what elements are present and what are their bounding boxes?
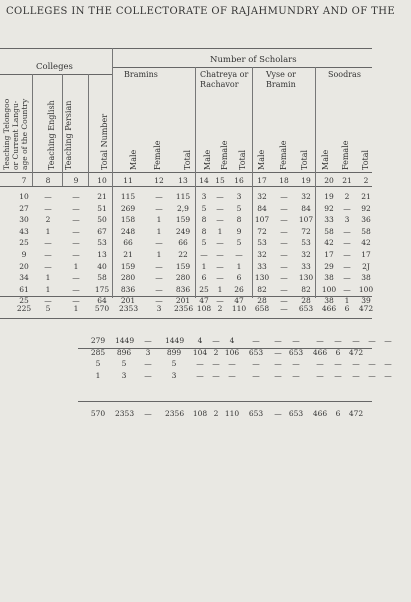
grand-total-cell: 653	[288, 409, 304, 418]
table-cell: 64	[97, 296, 107, 306]
scholars-header: Number of Scholars	[210, 55, 297, 65]
table-cell: —	[216, 250, 224, 259]
summary-cell: —	[334, 336, 342, 345]
table-cell: —	[72, 296, 80, 306]
table-cell: 92	[324, 203, 334, 213]
summary-cell: —	[292, 370, 300, 380]
summary-cell: —	[292, 359, 300, 368]
table-cell: 2	[344, 192, 350, 201]
summary-cell: 5	[121, 359, 127, 368]
table-cell: 201	[175, 296, 191, 306]
chatreya-female-header: Female	[220, 140, 229, 170]
summary-cell: —	[334, 359, 342, 368]
table-cell: 100	[358, 284, 374, 294]
chatreya-header: Chatreya or Rachavor	[200, 70, 249, 89]
table-cell: 5	[236, 203, 242, 213]
total-cell: 2	[217, 304, 223, 313]
summary-cell: —	[212, 370, 220, 380]
table-cell: 1	[45, 226, 51, 236]
summary-cell: 285	[90, 347, 106, 357]
table-cell: —	[44, 261, 52, 271]
summary-cell: 899	[166, 347, 182, 357]
table-cell: —	[280, 203, 288, 213]
table-cell: 32	[301, 192, 311, 201]
grand-total-cell: 2	[213, 409, 219, 418]
table-cell: 66	[178, 238, 188, 248]
table-cell: 100	[321, 284, 337, 294]
total-cell: 658	[254, 304, 270, 313]
table-cell: 58	[361, 226, 371, 236]
table-cell: 33	[324, 215, 334, 225]
table-cell: 1	[156, 226, 162, 236]
column-number: 21	[342, 176, 352, 185]
grand-total-cell: —	[274, 409, 282, 418]
summary-cell: 1449	[115, 336, 135, 345]
table-cell: 3	[344, 215, 350, 225]
table-cell: 13	[97, 250, 107, 259]
column-number: 11	[123, 176, 133, 185]
table-cell: 92	[361, 203, 371, 213]
table-cell: 30	[19, 215, 29, 225]
table-cell: 2	[45, 215, 51, 225]
column-number: 2	[363, 176, 369, 185]
total-cell: —	[280, 304, 288, 313]
summary-cell: 3	[145, 347, 151, 357]
soodras-header: Soodras	[328, 70, 361, 79]
table-cell: 1	[45, 273, 51, 283]
table-cell: 22	[178, 250, 188, 259]
column-number: 12	[154, 176, 164, 185]
summary-cell: 2	[213, 347, 219, 357]
total-number-header: Total Number	[100, 113, 109, 170]
table-cell: —	[216, 203, 224, 213]
table-cell: —	[155, 238, 163, 248]
summary-cell: —	[368, 370, 376, 380]
table-cell: —	[280, 284, 288, 294]
summary-cell: —	[212, 359, 220, 368]
table-cell: —	[216, 192, 224, 201]
table-cell: 8	[236, 215, 242, 225]
table-cell: —	[235, 250, 243, 259]
table-cell: 40	[97, 261, 107, 271]
summary-cell: —	[384, 370, 392, 380]
table-cell: 47	[199, 296, 209, 306]
table-cell: 280	[120, 273, 136, 283]
total-cell: 472	[358, 304, 374, 313]
summary-cell: —	[252, 359, 260, 368]
summary-cell: —	[316, 370, 324, 380]
grand-total-cell: —	[144, 409, 152, 418]
table-cell: —	[155, 296, 163, 306]
summary-cell: 106	[224, 347, 240, 357]
table-cell: 42	[324, 238, 334, 248]
summary-cell: 1449	[165, 336, 185, 345]
table-cell: 72	[257, 226, 267, 236]
summary-cell: —	[384, 336, 392, 345]
total-cell: 2356	[174, 304, 194, 313]
grand-total-cell: 110	[224, 409, 240, 418]
top-rule	[0, 48, 372, 49]
table-cell: —	[280, 296, 288, 306]
summary-cell: —	[334, 370, 342, 380]
table-cell: 17	[324, 250, 334, 259]
table-cell: 51	[97, 203, 107, 213]
summary-cell: —	[212, 336, 220, 345]
table-cell: —	[72, 250, 80, 259]
table-cell: 130	[298, 273, 314, 283]
scholars-rule	[112, 67, 372, 68]
column-number: 9	[73, 176, 79, 185]
table-cell: —	[280, 250, 288, 259]
table-cell: —	[72, 215, 80, 225]
table-cell: 36	[361, 215, 371, 225]
table-cell: —	[343, 203, 351, 213]
summary-cell: 653	[288, 347, 304, 357]
summary-cell: —	[228, 370, 236, 380]
summary-cell: —	[352, 359, 360, 368]
table-cell: —	[44, 296, 52, 306]
table-cell: —	[155, 261, 163, 271]
table-cell: —	[280, 192, 288, 201]
total-cell: 225	[16, 304, 32, 313]
table-cell: 1	[73, 261, 79, 271]
table-cell: —	[343, 261, 351, 271]
summary-cell: 4	[197, 336, 203, 345]
table-cell: 107	[298, 215, 314, 225]
col-rule	[62, 74, 63, 186]
summary-cell: 3	[171, 370, 177, 380]
table-cell: 9	[236, 226, 242, 236]
summary-cell: —	[316, 336, 324, 345]
section-rule	[0, 318, 372, 319]
table-cell: 159	[175, 215, 191, 225]
summary-cell: 6	[335, 347, 341, 357]
table-cell: 28	[301, 296, 311, 306]
table-cell: 53	[257, 238, 267, 248]
summary-cell: —	[274, 370, 282, 380]
summary-cell: 279	[90, 336, 106, 345]
summary-cell: 466	[312, 347, 328, 357]
table-cell: —	[280, 238, 288, 248]
summary-cell: 896	[116, 347, 132, 357]
total-cell: 110	[231, 304, 247, 313]
table-cell: —	[343, 226, 351, 236]
table-cell: 280	[175, 273, 191, 283]
table-cell: 38	[324, 296, 334, 306]
table-cell: —	[72, 226, 80, 236]
table-cell: 5	[236, 238, 242, 248]
column-number: 7	[21, 176, 27, 185]
table-cell: 38	[324, 273, 334, 283]
table-cell: 10	[19, 192, 29, 201]
total-cell: 653	[298, 304, 314, 313]
table-cell: 115	[175, 192, 191, 201]
summary-cell: —	[274, 347, 282, 357]
summary-cell: —	[292, 336, 300, 345]
grand-total-cell: 466	[312, 409, 328, 418]
table-cell: —	[216, 261, 224, 271]
summary-cell: —	[274, 336, 282, 345]
table-cell: —	[216, 215, 224, 225]
summary-cell: —	[228, 359, 236, 368]
colleges-rule	[0, 74, 112, 75]
table-cell: 9	[21, 250, 27, 259]
total-cell: 2353	[119, 304, 139, 313]
table-cell: 27	[19, 203, 29, 213]
grand-total-cell: 2353	[115, 409, 135, 418]
table-cell: 175	[94, 284, 110, 294]
table-cell: —	[72, 192, 80, 201]
table-cell: 28	[257, 296, 267, 306]
table-cell: —	[155, 192, 163, 201]
soodras-male-header: Male	[321, 149, 330, 170]
total-cell: 108	[196, 304, 212, 313]
summary-cell: 1	[95, 370, 101, 380]
table-cell: 6	[201, 273, 207, 283]
summary-cell: —	[274, 359, 282, 368]
summary-cell: —	[352, 370, 360, 380]
table-cell: 19	[324, 192, 334, 201]
summary-cell: —	[144, 336, 152, 345]
summary-cell: 5	[95, 359, 101, 368]
table-cell: 1	[45, 284, 51, 294]
total-cell: 6	[344, 304, 350, 313]
table-cell: 53	[301, 238, 311, 248]
numbering-rule	[0, 186, 372, 187]
table-cell: 1	[156, 250, 162, 259]
table-cell: 34	[19, 273, 29, 283]
table-cell: —	[44, 250, 52, 259]
table-cell: 32	[257, 192, 267, 201]
summary-cell: 472	[348, 347, 364, 357]
table-cell: 836	[120, 284, 136, 294]
summary-cell: —	[252, 336, 260, 345]
table-cell: 248	[120, 226, 136, 236]
table-cell: 201	[120, 296, 136, 306]
table-cell: 84	[301, 203, 311, 213]
table-cell: 25	[19, 296, 29, 306]
table-cell: 50	[97, 215, 107, 225]
total-cell: 3	[156, 304, 162, 313]
column-number: 20	[324, 176, 334, 185]
table-cell: —	[280, 215, 288, 225]
bramins-male-header: Male	[129, 149, 138, 170]
chatreya-total-header: Total	[238, 149, 247, 170]
summary-cell: 5	[171, 359, 177, 368]
table-cell: 249	[175, 226, 191, 236]
grand-total-cell: 472	[348, 409, 364, 418]
column-number: 19	[301, 176, 311, 185]
table-cell: —	[343, 238, 351, 248]
vyse-header: Vyse or Bramin	[266, 70, 296, 89]
table-cell: 3	[201, 192, 207, 201]
table-cell: 2,9	[177, 203, 189, 213]
header-bottom-rule	[0, 172, 372, 173]
table-cell: —	[216, 238, 224, 248]
table-cell: 17	[361, 250, 371, 259]
vyse-total-header: Total	[300, 149, 309, 170]
grand-total-cell: 6	[335, 409, 341, 418]
col-rule	[32, 74, 33, 186]
grand-total-cell: 2356	[165, 409, 185, 418]
teaching-persian-header: Teaching Persian	[64, 100, 73, 170]
bramins-female-header: Female	[153, 140, 162, 170]
table-cell: —	[72, 238, 80, 248]
table-cell: 1	[236, 261, 242, 271]
table-cell: 38	[361, 273, 371, 283]
table-cell: 20	[19, 261, 29, 271]
vyse-female-header: Female	[279, 140, 288, 170]
table-cell: —	[72, 273, 80, 283]
table-cell: 269	[120, 203, 136, 213]
table-cell: 8	[201, 215, 207, 225]
table-cell: 84	[257, 203, 267, 213]
col-rule	[315, 67, 316, 298]
table-cell: 61	[19, 284, 29, 294]
table-cell: 2J	[362, 261, 370, 271]
column-number: 18	[279, 176, 289, 185]
table-cell: 1	[217, 284, 223, 294]
vyse-male-header: Male	[257, 149, 266, 170]
total-cell: 466	[321, 304, 337, 313]
table-cell: 21	[97, 192, 107, 201]
table-cell: —	[280, 226, 288, 236]
grand-total-cell: 108	[192, 409, 208, 418]
table-cell: 5	[201, 238, 207, 248]
table-cell: 1	[344, 296, 350, 306]
table-cell: 67	[97, 226, 107, 236]
table-cell: 3	[236, 192, 242, 201]
table-cell: 21	[123, 250, 133, 259]
bramins-total-header: Total	[183, 149, 192, 170]
table-cell: 47	[234, 296, 244, 306]
table-cell: 58	[324, 226, 334, 236]
table-cell: 42	[361, 238, 371, 248]
table-cell: —	[155, 284, 163, 294]
summary-cell: —	[316, 359, 324, 368]
summary-cell: 4	[229, 336, 235, 345]
column-number: 17	[257, 176, 267, 185]
column-number: 8	[45, 176, 51, 185]
summary-cell: —	[368, 359, 376, 368]
column-number: 10	[97, 176, 107, 185]
table-cell: 33	[301, 261, 311, 271]
table-cell: 6	[236, 273, 242, 283]
table-cell: 66	[123, 238, 133, 248]
table-cell: —	[343, 250, 351, 259]
summary-cell: —	[196, 370, 204, 380]
page-title: COLLEGES IN THE COLLECTORATE OF RAJAHMUNDRY AND OF THE	[6, 6, 396, 17]
summary-cell: —	[384, 359, 392, 368]
table-cell: —	[155, 273, 163, 283]
summary-cell: 104	[192, 347, 208, 357]
teaching-english-header: Teaching English	[47, 100, 56, 170]
table-cell: —	[280, 261, 288, 271]
table-cell: —	[216, 273, 224, 283]
table-cell: 53	[97, 238, 107, 248]
total-cell: 5	[45, 304, 51, 313]
total-cell: 1	[73, 304, 79, 313]
summary-cell: 653	[248, 347, 264, 357]
soodras-total-header: Total	[361, 149, 370, 170]
summary-cell: 3	[121, 370, 127, 380]
summary-cell: —	[352, 336, 360, 345]
soodras-female-header: Female	[341, 140, 350, 170]
table-cell: 21	[361, 192, 371, 201]
column-number: 15	[215, 176, 225, 185]
table-cell: 82	[257, 284, 267, 294]
table-cell: —	[72, 203, 80, 213]
summary-cell: —	[144, 359, 152, 368]
table-cell: —	[72, 284, 80, 294]
table-cell: —	[280, 273, 288, 283]
table-cell: 159	[120, 261, 136, 271]
table-cell: 1	[217, 226, 223, 236]
table-cell: 32	[301, 250, 311, 259]
table-cell: 26	[234, 284, 244, 294]
table-cell: 107	[254, 215, 270, 225]
table-cell: —	[200, 250, 208, 259]
summary-bottom-rule	[78, 401, 372, 402]
table-cell: —	[44, 192, 52, 201]
table-cell: —	[343, 284, 351, 294]
table-cell: 72	[301, 226, 311, 236]
column-number: 14	[199, 176, 209, 185]
table-cell: 159	[175, 261, 191, 271]
table-cell: —	[343, 273, 351, 283]
grand-total-cell: 570	[90, 409, 106, 418]
table-cell: —	[44, 238, 52, 248]
table-cell: 39	[361, 296, 371, 306]
table-cell: 82	[301, 284, 311, 294]
summary-cell: —	[196, 359, 204, 368]
table-cell: 29	[324, 261, 334, 271]
col-rule	[112, 48, 113, 298]
table-cell: 130	[254, 273, 270, 283]
table-cell: —	[155, 203, 163, 213]
table-cell: 8	[201, 226, 207, 236]
table-cell: 836	[175, 284, 191, 294]
table-cell: 58	[97, 273, 107, 283]
col-rule	[88, 74, 89, 186]
table-cell: 158	[120, 215, 136, 225]
table-cell: 1	[156, 215, 162, 225]
table-cell: 43	[19, 226, 29, 236]
table-cell: 1	[201, 261, 207, 271]
table-cell: 32	[257, 250, 267, 259]
grand-total-cell: 653	[248, 409, 264, 418]
summary-cell: —	[368, 336, 376, 345]
total-cell: 570	[94, 304, 110, 313]
summary-cell: —	[144, 370, 152, 380]
teaching-telogoo-header: Teaching Telongoo or Current Langu- age of the Country	[2, 98, 29, 170]
table-cell: —	[216, 296, 224, 306]
bramins-header: Bramins	[124, 70, 158, 79]
colleges-header: Colleges	[36, 62, 73, 72]
table-cell: 25	[199, 284, 209, 294]
column-number: 13	[178, 176, 188, 185]
table-cell: 25	[19, 238, 29, 248]
summary-cell: —	[252, 370, 260, 380]
table-cell: 115	[120, 192, 136, 201]
table-cell: 5	[201, 203, 207, 213]
column-number: 16	[234, 176, 244, 185]
table-cell: 33	[257, 261, 267, 271]
chatreya-male-header: Male	[203, 149, 212, 170]
table-cell: —	[44, 203, 52, 213]
